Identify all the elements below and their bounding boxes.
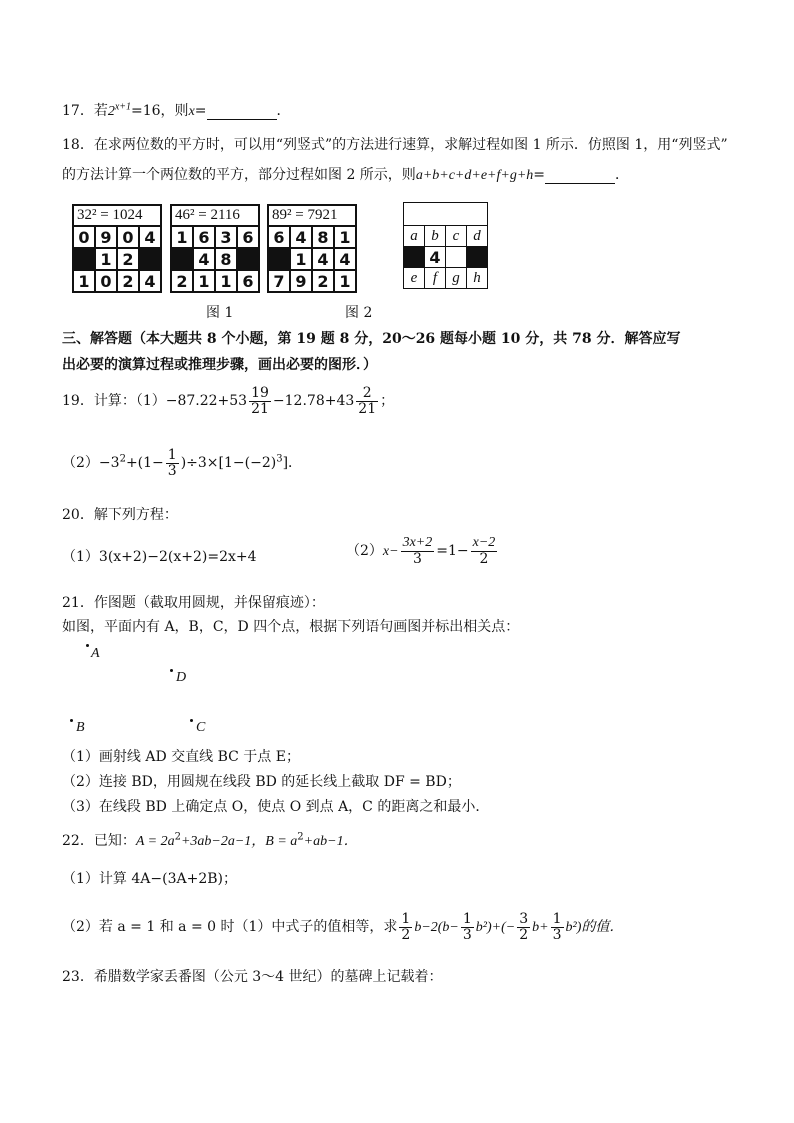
question-21-line2: 如图，平面内有 A，B，C，D 四个点，根据下列语句画图并标出相关点： (62, 619, 520, 635)
question-22: 22．已知：$A = 2a^2+3ab-2a-1$，$B = a^2+ab-1$． (62, 831, 358, 849)
question-20-part2: （2）x− $\frac{3x+2}{3}$ =1− $\frac{x-2}{2}$ (346, 535, 496, 567)
answer-blank[interactable] (545, 167, 615, 184)
question-23: 23．希腊数学家丢番图（公元 3～4 世纪）的墓碑上记载着： (62, 969, 443, 985)
question-20: 20．解下列方程： (62, 507, 178, 523)
question-21-step1: （1）画射线 AD 交直线 BC 于点 E； (62, 749, 300, 765)
figure2-table: a b c d 4 e f g h (403, 202, 488, 289)
figure1-caption: 图 1 (206, 305, 234, 321)
question-20-part1: （1）3(x+2)−2(x+2)=2x+4 (62, 549, 257, 565)
section-3-desc: 出必要的演算过程或推理步骤，画出必要的图形．） (62, 357, 377, 373)
figure1-table-2: 46² = 2116 1 6 3 6 4 8 2 1 1 6 (170, 204, 260, 293)
question-18-line2: 的方法计算一个两位数的平方，部分过程如图 2 所示，则a+b+c+d+e+f+g+h= ． (62, 167, 629, 183)
figure2-caption: 图 2 (345, 305, 373, 321)
figure1-table-3: 89² = 7921 6 4 8 1 1 4 4 7 9 2 1 (267, 204, 357, 293)
question-19-part2: $(2)-3^2+(1-$ $\frac{1}{3}$ )$\div 3\times[1-(-2)^3]$． (62, 447, 303, 479)
answer-blank[interactable] (207, 103, 277, 120)
question-19-part1: 19．计算：（1）−87.22+53 $\frac{19}{21}$ −12.78+43 $\frac{2}{21}$ ； (62, 385, 395, 417)
figure1-table-1: 32² = 1024 0 9 0 4 1 2 1 0 2 4 (72, 204, 162, 293)
question-21-step3: （3）在线段 BD 上确定点 O，使点 O 到点 A，C 的距离之和最小． (62, 799, 490, 815)
question-22-part2: （2）若 a = 1 和 a = 0 时（1）中式子的值相等，求 $\frac{1}{2}$ b−2(b− $\frac{1}{3}$ b²)+(− $\frac{3}{2}$ b+ $\frac{1}{3}$ b²)的值． (62, 911, 624, 943)
question-21: 21．作图题（截取用圆规，并保留痕迹）： (62, 595, 325, 611)
question-17: 17．若$2^{x+1}=16$，则x= ． (62, 101, 291, 119)
question-18-line1: 18．在求两位数的平方时，可以用“列竖式”的方法进行速算，求解过程如图 1 所示．仿照图 1，用“列竖式” (62, 137, 728, 153)
question-22-part1: （1）计算 4A−(3A+2B)； (62, 871, 237, 887)
question-21-step2: （2）连接 BD，用圆规在线段 BD 的延长线上截取 DF = BD； (62, 774, 461, 790)
section-3-heading: 三、解答题（本大题共 8 个小题，第 19 题 8 分，20～26 题每小题 10 分，共 78 分．解答应写 (62, 331, 681, 347)
